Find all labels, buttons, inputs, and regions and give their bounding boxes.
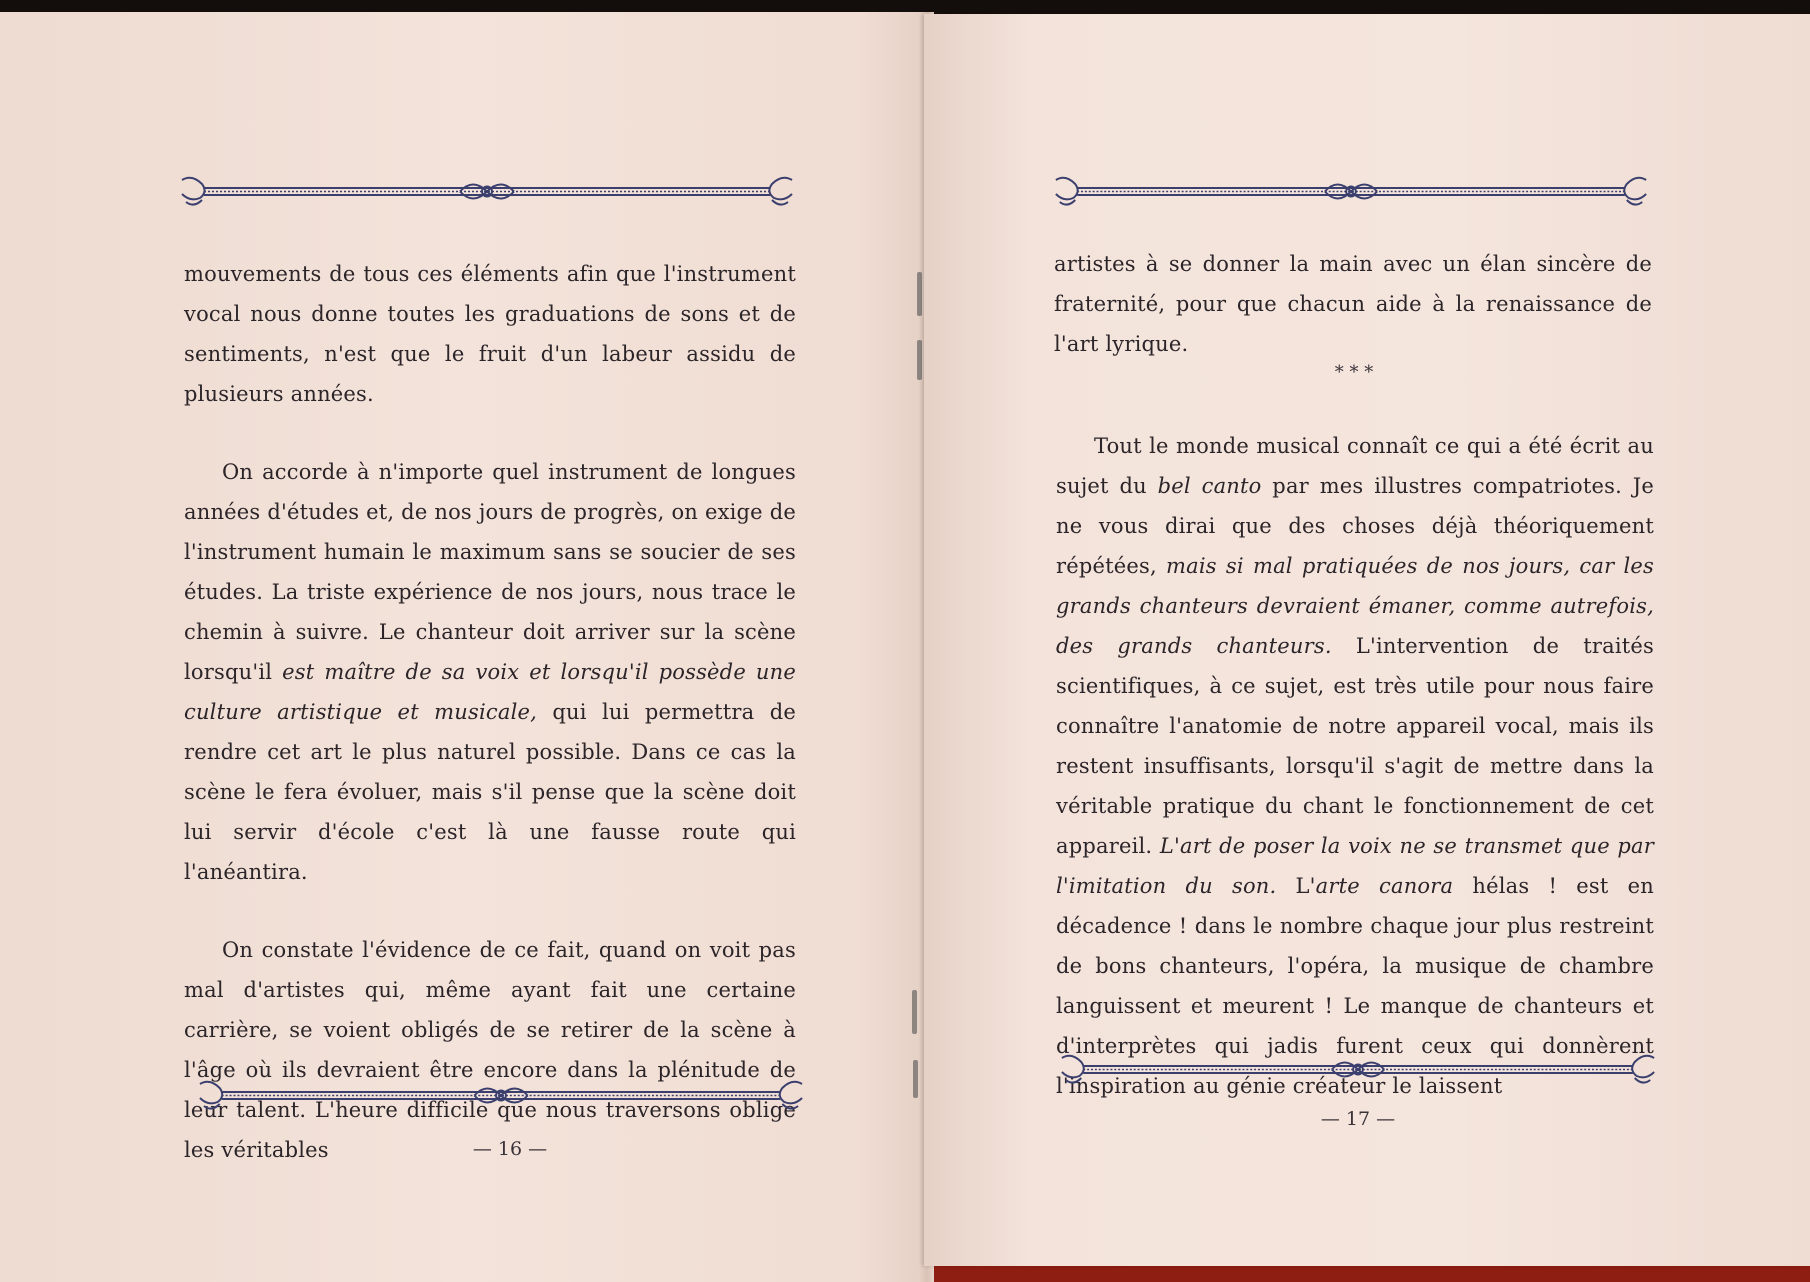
text-segment: par mes illustres compatriotes. Je ne vous dirai que des choses déjà théoriquement répétées, [1056,474,1654,578]
ornament-border-icon [178,172,796,212]
bottom-ornament-left [196,1076,806,1116]
left-body-text [184,254,796,1170]
text-segment: Tout le monde musical connaît ce qui a été écrit au sujet du [1056,434,1654,498]
italic-segment: bel canto [1157,474,1262,498]
right-body-text-main [1056,426,1654,1106]
italic-segment: arte canora [1315,874,1454,898]
right-paragraph-1 [1054,244,1652,364]
staple-top-lower [917,340,922,380]
ornament-border-icon [1058,1050,1658,1090]
left-page-number: — 16 — [472,1138,548,1160]
left-page [0,12,932,1282]
text-segment: qui lui permettra de rendre cet art le plus naturel possible. Dans ce cas la scène le fera évoluer, mais s'il pense que la scène doit lui servir d'école c'est là une fausse route qui l'anéantira. [184,700,796,884]
right-paragraph-2 [1056,426,1654,1106]
text-segment: artistes à se donner la main avec un élan sincère de fraternité, pour que chacun aide à la renaissance de l'art lyrique. [1054,252,1652,356]
text-segment: hélas ! est en décadence ! dans le nombre chaque jour plus restreint de bons chanteurs, l'opéra, la musique de chambre languissent et meurent ! Le manque de chanteurs et d'interprètes qui jadis furent ceux qui donnèrent l'inspiration au génie créateur le laissent [1056,874,1654,1098]
left-paragraph-2 [184,452,796,892]
italic-segment: est maître de sa voix et lorsqu'il possède une culture artistique et musicale, [184,660,796,724]
left-paragraph-3 [184,930,796,1170]
left-paragraph-1 [184,254,796,414]
ornament-border-icon [1052,172,1650,212]
section-separator: * * * [1334,362,1374,383]
right-body-text-top [1054,244,1652,364]
italic-segment: mais si mal pratiquées de nos jours, car les grands chanteurs devraient émaner, comme autrefois, des grands chanteurs. [1056,554,1654,658]
top-ornament-right [1052,172,1650,212]
right-page-number: — 17 — [1320,1108,1396,1130]
bottom-ornament-right [1058,1050,1658,1090]
text-segment: L' [1276,874,1316,898]
ornament-border-icon [196,1076,806,1116]
italic-segment: L'art de poser la voix ne se transmet que par l'imitation du son. [1056,834,1654,898]
right-page [924,14,1810,1266]
staple-bottom-lower [913,1060,918,1098]
top-ornament-left [178,172,796,212]
text-segment: On accorde à n'importe quel instrument de longues années d'études et, de nos jours de progrès, on exige de l'instrument humain le maximum sans se soucier de ses études. La triste expérience de nos jours, nous trace le chemin à suivre. Le chanteur doit arriver sur la scène lorsqu'il [184,460,796,684]
staple-bottom [912,990,917,1034]
text-segment: L'intervention de traités scientifiques, à ce sujet, est très utile pour nous faire connaître l'anatomie de notre appareil vocal, mais ils restent insuffisants, lorsqu'il s'agit de mettre dans la véritable pratique du chant le fonctionnement de cet appareil. [1056,634,1654,858]
staple-top [917,272,922,316]
text-segment: mouvements de tous ces éléments afin que l'instrument vocal nous donne toutes les graduations de sons et de sentiments, n'est que le fruit d'un labeur assidu de plusieurs années. [184,262,796,406]
text-segment: On constate l'évidence de ce fait, quand on voit pas mal d'artistes qui, même ayant fait une certaine carrière, se voient obligés de se retirer de la scène à l'âge où ils devraient être encore dans la plénitude de leur talent. L'heure difficile que nous traversons oblige les véritables [184,938,796,1162]
